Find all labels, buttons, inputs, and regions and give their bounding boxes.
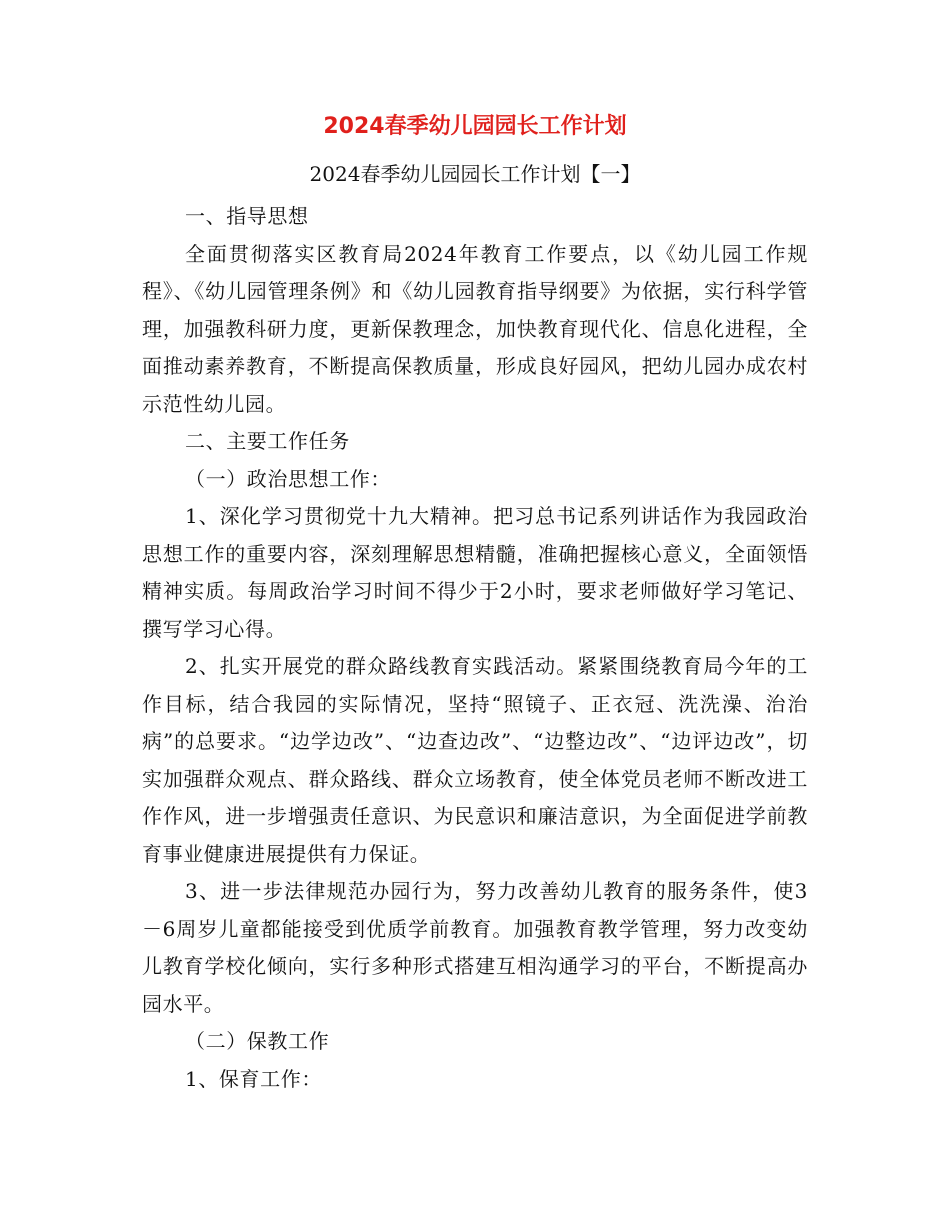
paragraph-item-3: 3、进一步法律规范办园行为，努力改善幼儿教育的服务条件，使3－6周岁儿童都能接受到优质学前教育。加强教育教学管理，努力改变幼儿教育学校化倾向，实行多种形式搭建互相沟通学习的平台，不断提高办园水平。 bbox=[142, 879, 808, 1016]
subheading-care-education: （二）保教工作 bbox=[185, 1029, 330, 1053]
paragraph-item-2: 2、扎实开展党的群众路线教育实践活动。紧紧围绕教育局今年的工作目标，结合我园的实际情况，坚持“照镜子、正衣冠、洗洗澡、治治病”的总要求。“边学边改”、“边查边改”、“边整边改”、“边评边改”，切实加强群众观点、群众路线、群众立场教育，使全体党员老师不断改进工作作风，进一步增强责任意识、为民意识和廉洁意识，为全面促进学前教育事业健康进展提供有力保证。 bbox=[142, 654, 808, 866]
subheading-political-work: （一）政治思想工作： bbox=[185, 466, 391, 491]
paragraph-item-1: 1、深化学习贯彻党十九大精神。把习总书记系列讲话作为我园政治思想工作的重要内容，深刻理解思想精髓，准确把握核心意义，全面领悟精神实质。每周政治学习时间不得少于2小时，要求老师做好学习笔记、撰写学习心得。 bbox=[142, 504, 808, 641]
heading-guiding-ideology: 一、指导思想 bbox=[185, 204, 309, 228]
section-title: 2024春季幼儿园园长工作计划【一】 bbox=[309, 162, 641, 186]
document-title: 2024春季幼儿园园长工作计划 bbox=[323, 114, 627, 139]
subheading-childcare: 1、保育工作： bbox=[185, 1066, 322, 1091]
document-body bbox=[142, 198, 808, 1098]
paragraph-guiding-ideology: 全面贯彻落实区教育局2024年教育工作要点，以《幼儿园工作规程》、《幼儿园管理条例》和《幼儿园教育指导纲要》为依据，实行科学管理，加强教科研力度，更新保教理念，加快教育现代化、信息化进程，全面推动素养教育，不断提高保教质量，形成良好园风，把幼儿园办成农村示范性幼儿园。 bbox=[142, 241, 808, 416]
heading-main-tasks: 二、主要工作任务 bbox=[185, 429, 350, 453]
